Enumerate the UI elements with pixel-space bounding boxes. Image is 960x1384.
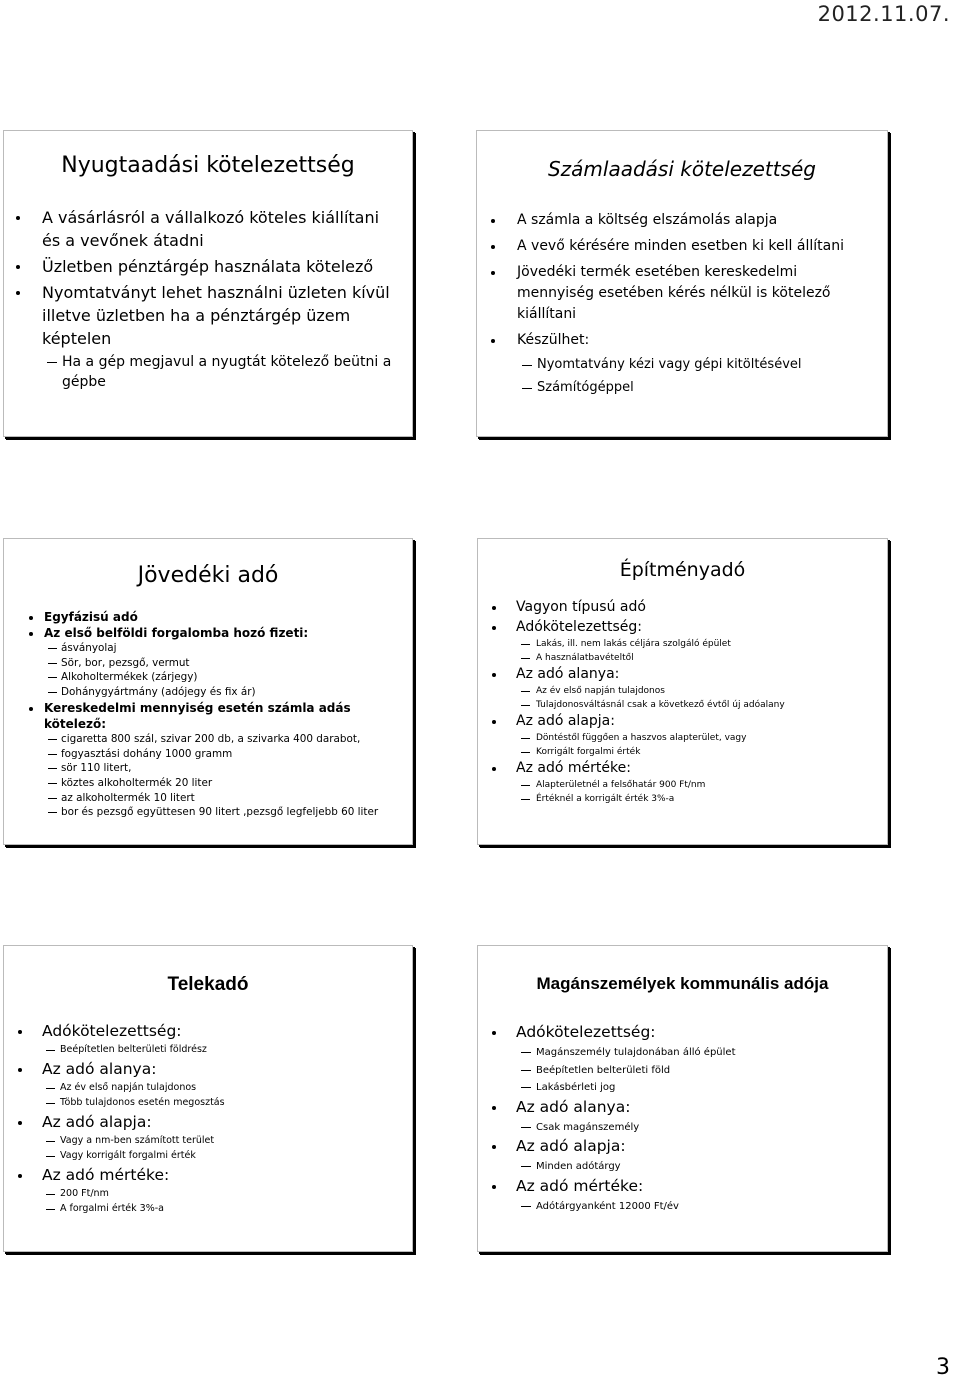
sub-bullet-item: ásványolaj [61, 641, 402, 656]
sub-bullet-item: Több tulajdonos esetén megosztás [60, 1096, 402, 1111]
sub-bullet-item: cigaretta 800 szál, szivar 200 db, a szivarka 400 darabot, [61, 732, 402, 747]
slide-content [4, 203, 412, 392]
sub-bullet-item: Vagy a nm-ben számított terület [60, 1134, 402, 1149]
bullet-item: Nyomtatványt lehet használni üzleten kívül illetve üzletben ha a pénztárgép üzem képtelen [42, 281, 402, 350]
bullet-item: Egyfázisú adó [44, 609, 402, 625]
slide-title: Számlaadási kötelezettség [547, 157, 817, 181]
slide-kommunalis-ado [477, 945, 888, 1252]
slide-title: Nyugtaadási kötelezettség [61, 153, 355, 178]
slide-szamlaadasi [476, 130, 888, 437]
sub-bullet-item: Vagy korrigált forgalmi érték [60, 1149, 402, 1164]
sub-bullet-item: Lakás, ill. nem lakás céljára szolgáló épület [536, 638, 877, 651]
sub-bullet-item: Csak magánszemély [536, 1120, 877, 1136]
sub-bullet-item: Alapterületnél a felsőhatár 900 Ft/nm [536, 779, 877, 792]
sub-bullet-item: Magánszemély tulajdonában álló épület [536, 1045, 877, 1061]
sub-bullet-item: Adótárgyanként 12000 Ft/év [536, 1199, 877, 1215]
sub-bullet-item: Minden adótárgy [536, 1159, 877, 1175]
sub-bullet-item: Ha a gép megjavul a nyugtát kötelező beütni a gépbe [62, 352, 402, 392]
bullet-item: A vásárlásról a vállalkozó köteles kiállítani és a vevőnek átadni [42, 206, 402, 252]
bullet-item: Adókötelezettség: [516, 618, 877, 637]
sub-bullet-item: Beépítetlen belterületi földrész [60, 1043, 402, 1058]
sub-bullet-item: bor és pezsgő együttesen 90 litert ,pezsgő legfeljebb 60 liter [61, 805, 402, 820]
page-number: 3 [936, 1355, 950, 1380]
sub-bullet-item: A használatbavételtől [536, 652, 877, 665]
bullet-item: Üzletben pénztárgép használata kötelező [42, 255, 402, 278]
bullet-item: Adókötelezettség: [42, 1021, 402, 1042]
slide-content [4, 1020, 412, 1217]
bullet-item: Az adó alapja: [516, 1136, 877, 1157]
bullet-item: Az adó alapja: [42, 1112, 402, 1133]
bullet-item: Az adó alanya: [42, 1059, 402, 1080]
sub-bullet-item: Értéknél a korrigált érték 3%-a [536, 793, 877, 806]
slide-content [4, 609, 412, 820]
sub-bullet-item: Lakásbérleti jog [536, 1080, 877, 1096]
slide-epitmenyado [477, 538, 888, 845]
bullet-item: Az adó mértéke: [516, 759, 877, 778]
sub-bullet-item: köztes alkoholtermék 20 liter [61, 776, 402, 791]
sub-bullet-item: A forgalmi érték 3%-a [60, 1202, 402, 1217]
slide-title: Jövedéki adó [137, 563, 279, 588]
sub-bullet-item: Az év első napján tulajdonos [60, 1081, 402, 1096]
sub-bullet-item: Az év első napján tulajdonos [536, 685, 877, 698]
bullet-item: Az adó alanya: [516, 665, 877, 684]
bullet-item: Kereskedelmi mennyiség esetén számla adás kötelező: [44, 700, 402, 732]
sub-bullet-item: Dohánygyártmány (adójegy és fix ár) [61, 685, 402, 700]
slide-title: Építményadó [619, 559, 746, 581]
bullet-item: Az adó alapja: [516, 712, 877, 731]
slide-title: Magánszemélyek kommunális adója [536, 974, 829, 993]
bullet-item: A vevő kérésére minden esetben ki kell állítani [517, 236, 877, 257]
sub-bullet-item: Nyomtatvány kézi vagy gépi kitöltésével [537, 355, 877, 374]
sub-bullet-item: sör 110 litert, [61, 761, 402, 776]
slide-jovedeki-ado [3, 538, 413, 845]
bullet-item: Az első belföldi forgalomba hozó fizeti: [44, 625, 402, 641]
bullet-item: Készülhet: [517, 330, 877, 351]
bullet-item: Vagyon típusú adó [516, 598, 877, 617]
slide-telekado [3, 945, 413, 1252]
sub-bullet-item: Beépítetlen belterületi föld [536, 1063, 877, 1079]
print-date: 2012.11.07. [817, 2, 950, 26]
bullet-item: Az adó alanya: [516, 1097, 877, 1118]
sub-bullet-item: Számítógéppel [537, 378, 877, 397]
sub-bullet-item: Korrigált forgalmi érték [536, 746, 877, 759]
sub-bullet-item: 200 Ft/nm [60, 1187, 402, 1202]
bullet-item: Az adó mértéke: [42, 1165, 402, 1186]
bullet-item: A számla a költség elszámolás alapja [517, 210, 877, 231]
slide-content [478, 597, 887, 805]
sub-bullet-item: fogyasztási dohány 1000 gramm [61, 747, 402, 762]
bullet-item: Adókötelezettség: [516, 1022, 877, 1043]
slide-content [478, 1021, 887, 1214]
sub-bullet-item: Tulajdonosváltásnál csak a következő évtől új adóalany [536, 699, 877, 712]
bullet-item: Az adó mértéke: [516, 1176, 877, 1197]
sub-bullet-item: Sör, bor, pezsgő, vermut [61, 656, 402, 671]
sub-bullet-item: Döntéstől függően a haszvos alapterület, vagy [536, 732, 877, 745]
bullet-item: Jövedéki termék esetében kereskedelmi mennyiség esetében kérés nélkül is kötelező kiállítani [517, 262, 877, 325]
slide-title: Telekadó [167, 974, 249, 995]
sub-bullet-item: az alkoholtermék 10 litert [61, 791, 402, 806]
sub-bullet-item: Alkoholtermékek (zárjegy) [61, 670, 402, 685]
slide-nyugtaadasi [3, 130, 413, 437]
slide-content [477, 205, 887, 397]
